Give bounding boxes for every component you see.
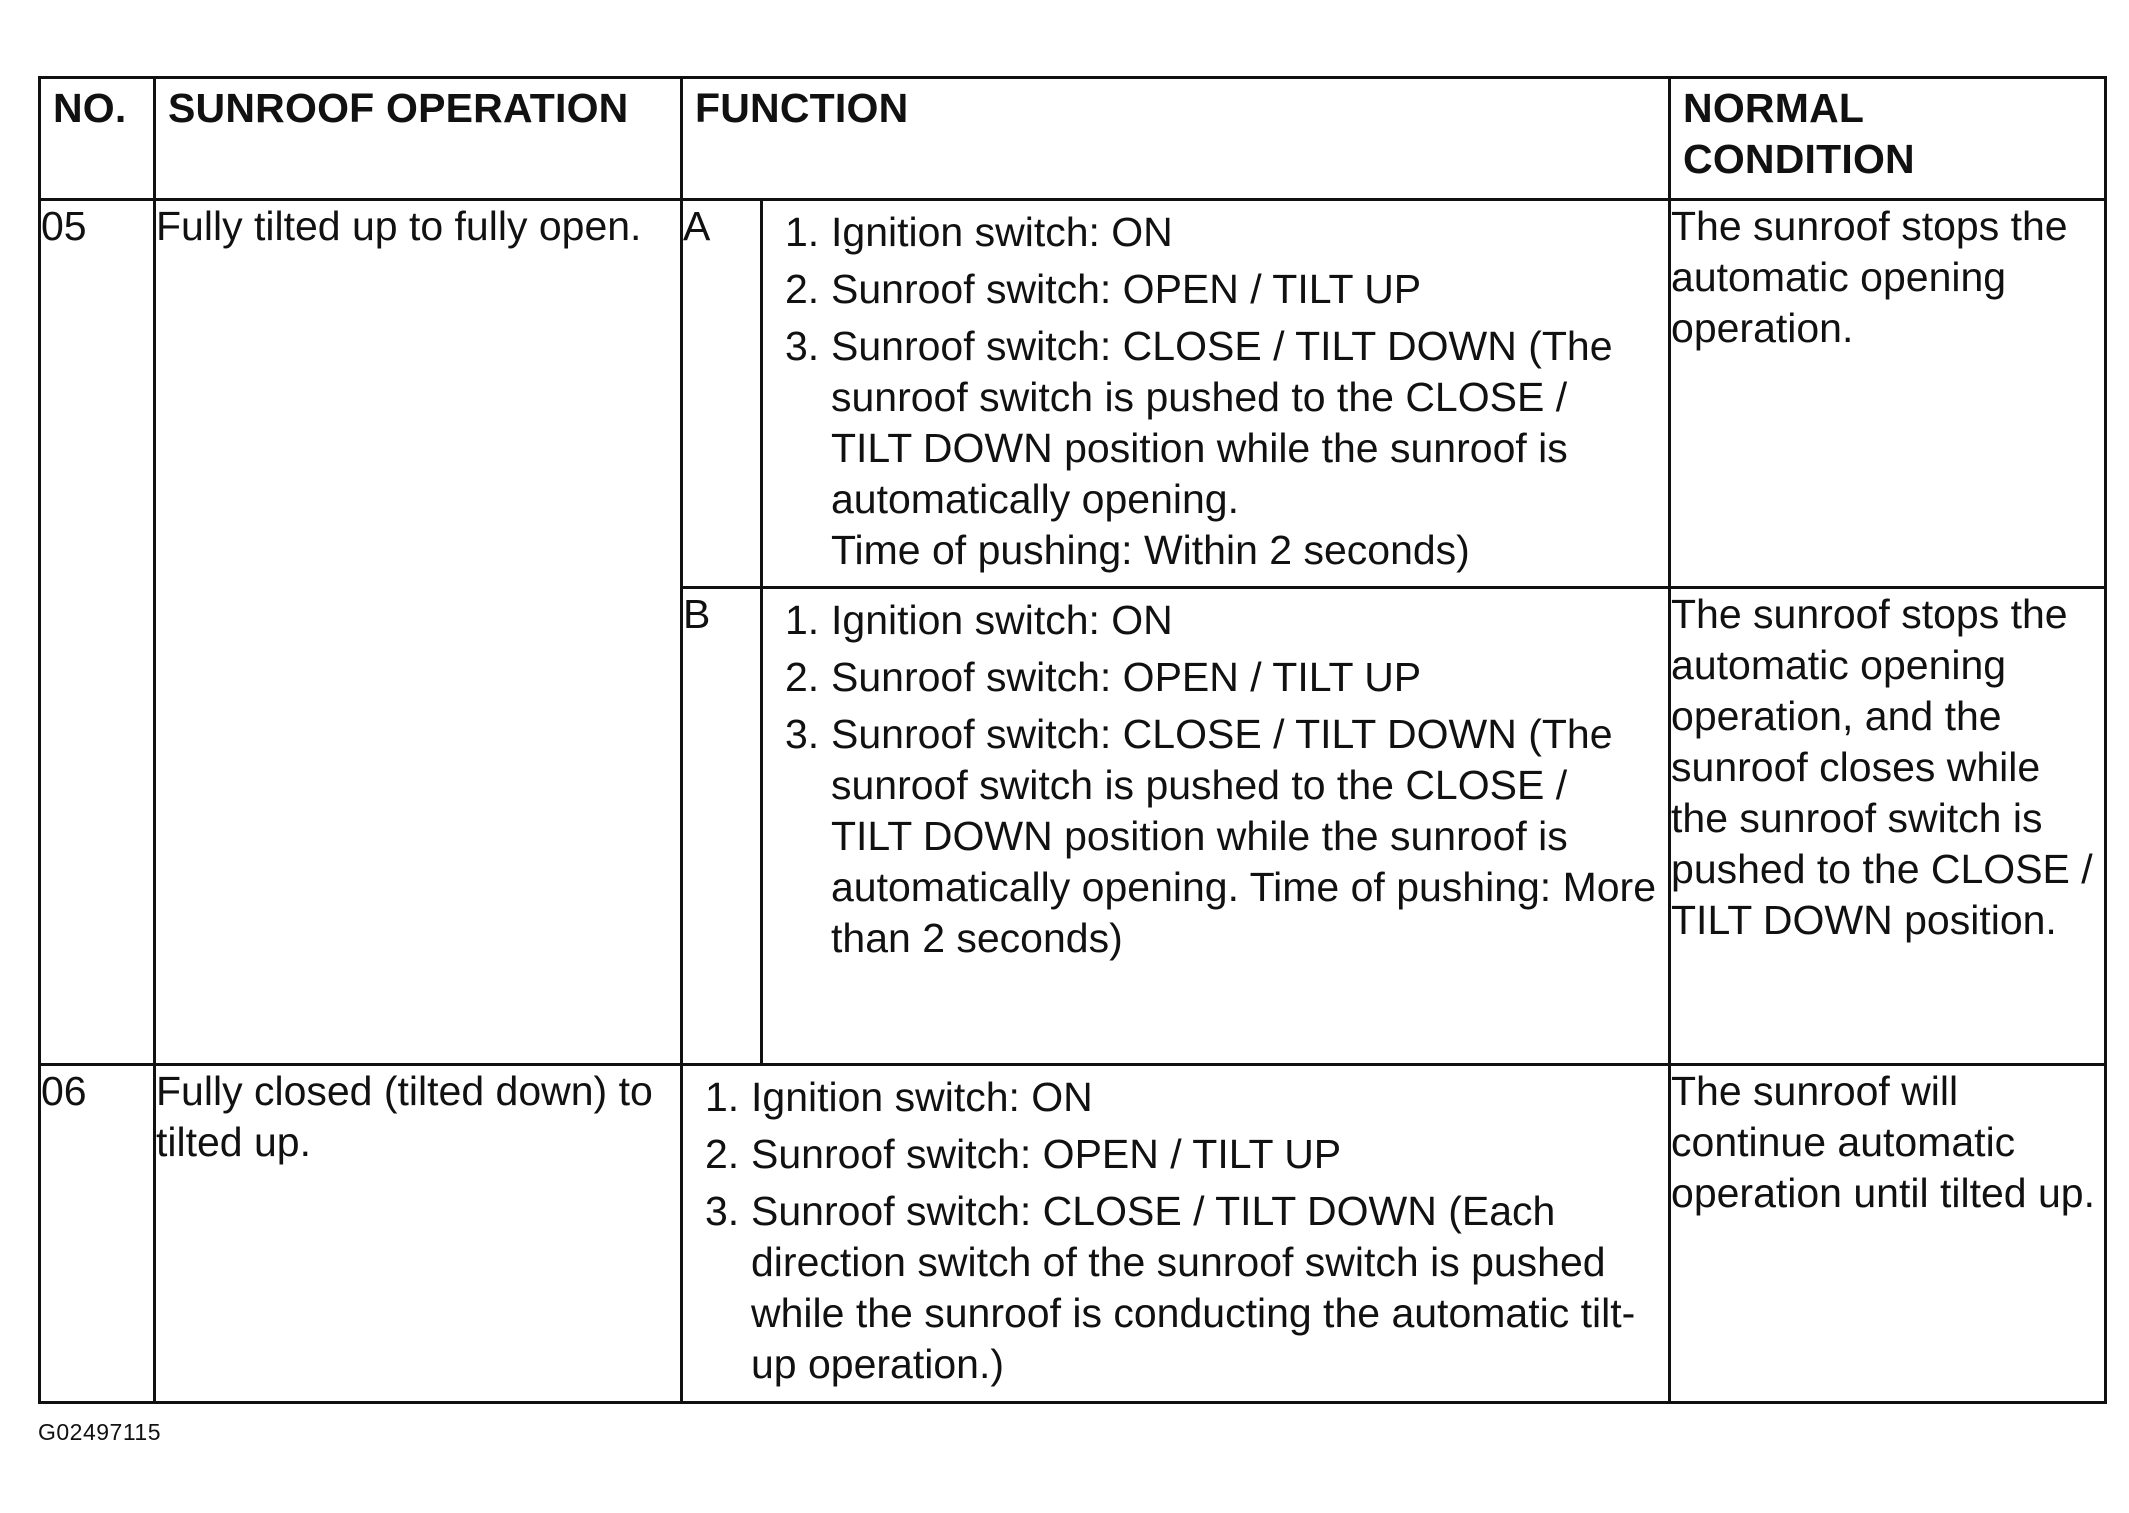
list-item bbox=[705, 1186, 1658, 1390]
list-item bbox=[785, 264, 1658, 315]
row-05-no: 05 bbox=[40, 200, 155, 1065]
table-row-06 bbox=[40, 1065, 2106, 1403]
row-05-sub-b-normal-condition: The sunroof stops the automatic opening operation, and the sunroof closes while the sunroof switch is pushed to the CLOSE / TILT DOWN position. bbox=[1670, 588, 2106, 1065]
step-number: 1. bbox=[705, 1074, 740, 1120]
list-item bbox=[785, 595, 1658, 646]
row-05-sub-a-function bbox=[762, 200, 1670, 588]
list-item bbox=[785, 321, 1658, 576]
step-number: 3. bbox=[785, 711, 820, 757]
step-text: Ignition switch: ON bbox=[831, 209, 1173, 255]
figure-id: G02497115 bbox=[38, 1419, 162, 1445]
row-05-operation: Fully tilted up to fully open. bbox=[155, 200, 682, 1065]
row-05-sub-b-label: B bbox=[682, 588, 762, 1065]
sunroof-function-table bbox=[38, 76, 2107, 1404]
step-text: Sunroof switch: CLOSE / TILT DOWN (The sunroof switch is pushed to the CLOSE / TILT DOWN position while the sunroof is automatically opening. bbox=[831, 323, 1613, 522]
header-function: FUNCTION bbox=[682, 78, 1670, 200]
step-number: 3. bbox=[705, 1188, 740, 1234]
list-item bbox=[785, 207, 1658, 258]
row-05-sub-a-steps bbox=[785, 207, 1658, 576]
table-row-05-a bbox=[40, 200, 2106, 588]
list-item bbox=[785, 652, 1658, 703]
row-05-sub-b-function bbox=[762, 588, 1670, 1065]
row-05-sub-a-label: A bbox=[682, 200, 762, 588]
step-text: Sunroof switch: OPEN / TILT UP bbox=[831, 266, 1422, 312]
step-number: 1. bbox=[785, 209, 820, 255]
row-06-no: 06 bbox=[40, 1065, 155, 1403]
row-05-sub-a-normal-condition: The sunroof stops the automatic opening operation. bbox=[1670, 200, 2106, 588]
step-text: Sunroof switch: OPEN / TILT UP bbox=[751, 1131, 1342, 1177]
step-text: Sunroof switch: CLOSE / TILT DOWN (Each direction switch of the sunroof switch is pushed while the sunroof is conducting the automatic tilt-up operation.) bbox=[751, 1188, 1636, 1387]
step-text-continued: Time of pushing: Within 2 seconds) bbox=[831, 527, 1470, 573]
row-06-operation: Fully closed (tilted down) to tilted up. bbox=[155, 1065, 682, 1403]
header-no: NO. bbox=[40, 78, 155, 200]
row-05-sub-b-steps bbox=[785, 595, 1658, 964]
step-text: Sunroof switch: CLOSE / TILT DOWN (The sunroof switch is pushed to the CLOSE / TILT DOWN position while the sunroof is automatically opening. Time of pushing: More than 2 seconds) bbox=[831, 711, 1657, 961]
step-number: 2. bbox=[785, 654, 820, 700]
step-number: 2. bbox=[705, 1131, 740, 1177]
header-normal-condition: NORMAL CONDITION bbox=[1670, 78, 2106, 200]
row-06-normal-condition: The sunroof will continue automatic operation until tilted up. bbox=[1670, 1065, 2106, 1403]
row-06-steps bbox=[705, 1072, 1658, 1390]
step-text: Ignition switch: ON bbox=[751, 1074, 1093, 1120]
row-06-function bbox=[682, 1065, 1670, 1403]
list-item bbox=[705, 1129, 1658, 1180]
step-text: Sunroof switch: OPEN / TILT UP bbox=[831, 654, 1422, 700]
step-number: 1. bbox=[785, 597, 820, 643]
list-item bbox=[785, 709, 1658, 964]
step-text: Ignition switch: ON bbox=[831, 597, 1173, 643]
step-number: 3. bbox=[785, 323, 820, 369]
header-row bbox=[40, 78, 2106, 200]
list-item bbox=[705, 1072, 1658, 1123]
header-sunroof-operation: SUNROOF OPERATION bbox=[155, 78, 682, 200]
step-number: 2. bbox=[785, 266, 820, 312]
